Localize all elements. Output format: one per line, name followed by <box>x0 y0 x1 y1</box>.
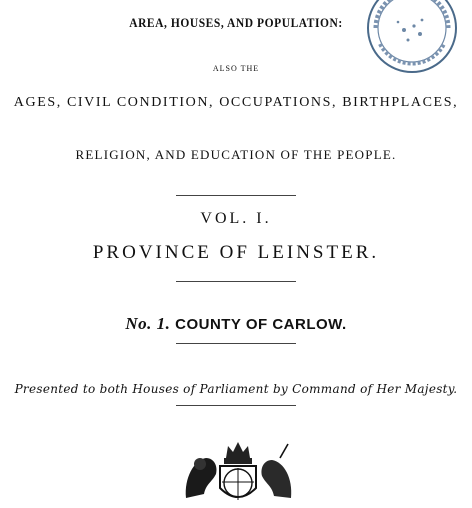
title-line-4: RELIGION, AND EDUCATION OF THE PEOPLE. <box>75 147 397 162</box>
title-line-3: AGES, CIVIL CONDITION, OCCUPATIONS, BIRTHPLACES, <box>13 95 459 110</box>
title-line-1: AREA, HOUSES, AND POPULATION: <box>129 16 343 30</box>
divider-rule <box>176 195 296 196</box>
province-label: PROVINCE OF LEINSTER. <box>92 242 380 263</box>
county-name: COUNTY OF CARLOW. <box>175 316 347 333</box>
presented-line: Presented to both Houses of Parliament by Command of Her Majesty. <box>14 382 458 396</box>
divider-rule <box>176 281 296 282</box>
royal-coat-of-arms-icon <box>176 438 301 508</box>
divider-rule <box>176 405 296 406</box>
title-line-2: ALSO THE <box>212 64 260 73</box>
county-number: No. 1. <box>125 314 171 333</box>
county-heading <box>0 314 472 334</box>
volume-label: VOL. I. <box>200 210 272 227</box>
divider-rule <box>176 343 296 344</box>
